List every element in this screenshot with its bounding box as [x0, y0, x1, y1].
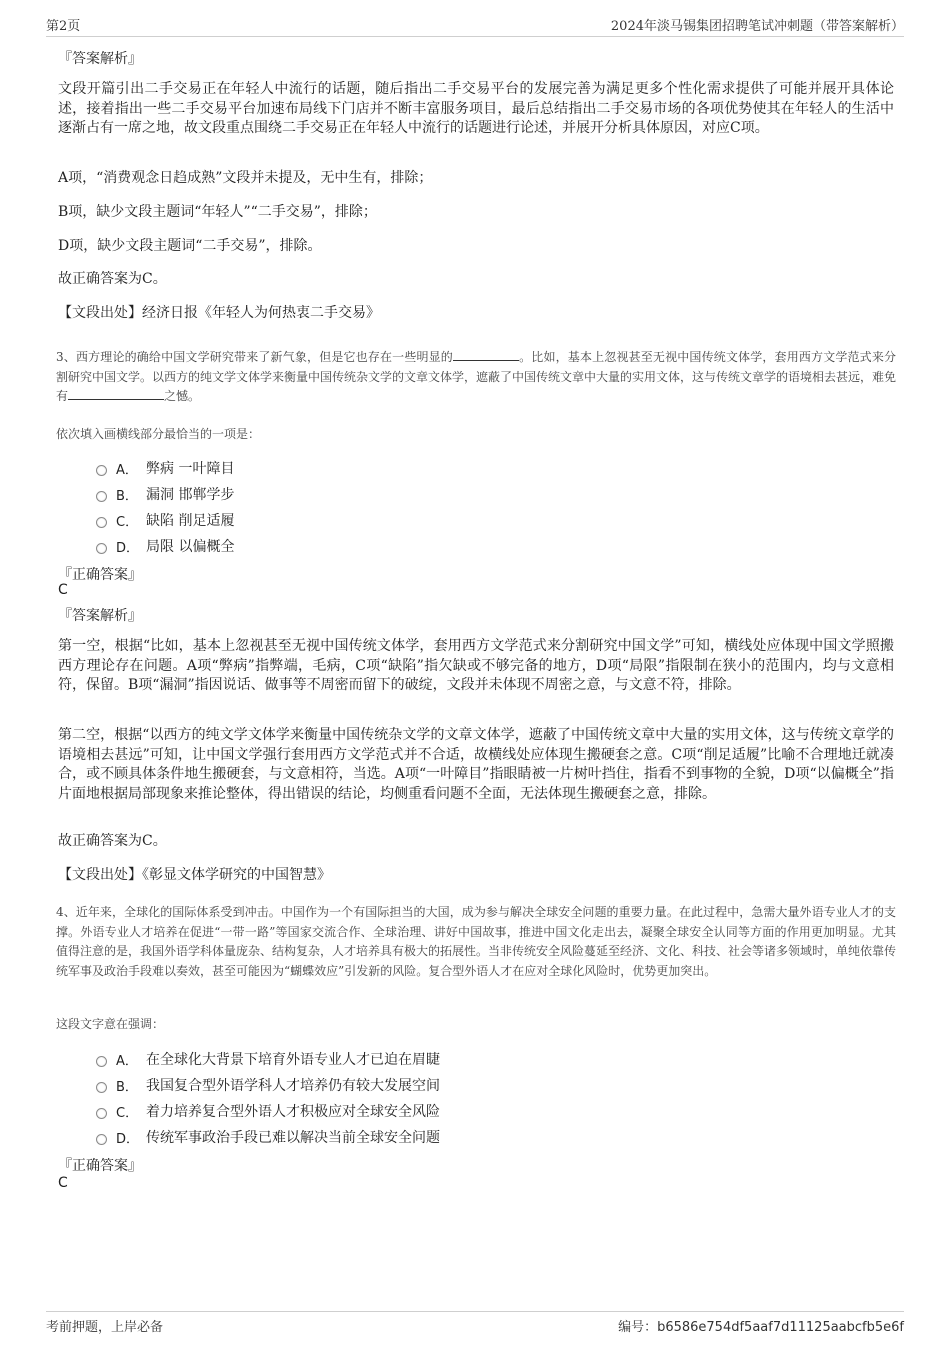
fill-blank-2 [68, 387, 164, 400]
radio-icon[interactable] [96, 491, 107, 502]
analysis-option-b: B项，缺少文段主题词“年轻人”“二手交易”，排除； [58, 204, 377, 220]
q3-conclusion: 故正确答案为C。 [58, 833, 167, 849]
analysis-option-a: A项，“消费观念日趋成熟”文段并未提及，无中生有，排除； [58, 170, 433, 186]
q3-analysis-paragraph-1: 第一空，根据“比如，基本上忽视甚至无视中国传统文体学，套用西方文学范式来分割研究中国文学”可知，横线处应体现中国文学照搬西方理论存在问题。A项“弊病”指弊端，毛病，C项“缺陷”指欠缺或不够完备的地方，D项“局限”指限制在狭小的范围内，均与文意相符，保留。B项“漏洞”指因说话、做事等不周密而留下的破绽，文段并未体现不周密之意，与文意不符，排除。 [58, 638, 894, 693]
question-3-prompt: 依次填入画横线部分最恰当的一项是： [56, 427, 261, 441]
q4-correct-answer: C [58, 1175, 68, 1191]
fill-blank-1 [453, 348, 519, 361]
page-footer [46, 1311, 904, 1336]
q3-analysis-label: 『答案解析』 [58, 608, 142, 624]
page-header [46, 14, 904, 37]
analysis-option-d: D项，缺少文段主题词“二手交易”，排除。 [58, 238, 322, 254]
q3-correct-label: 『正确答案』 [58, 567, 142, 583]
radio-icon[interactable] [96, 465, 107, 476]
q3-source: 【文段出处】《彰显文体学研究的中国智慧》 [58, 867, 331, 883]
radio-icon[interactable] [96, 1056, 107, 1067]
document-code: 编号：b6586e754df5aaf7d11125aabcfb5e6f [618, 1319, 904, 1335]
analysis-source: 【文段出处】经济日报《年轻人为何热衷二手交易》 [58, 305, 380, 321]
q4-option-b[interactable]: B． 我国复合型外语学科人才培养仍有较大发展空间 [96, 1075, 440, 1095]
radio-icon[interactable] [96, 543, 107, 554]
question-4-prompt: 这段文字意在强调： [56, 1017, 165, 1031]
footer-slogan: 考前押题，上岸必备 [46, 1319, 164, 1335]
analysis-label: 『答案解析』 [58, 51, 142, 67]
q3-option-b[interactable]: B． 漏洞 邯郸学步 [96, 484, 234, 504]
q3-option-a[interactable]: A． 弊病 一叶障目 [96, 458, 234, 478]
q3-correct-answer: C [58, 582, 68, 598]
q3-option-d[interactable]: D． 局限 以偏概全 [96, 536, 234, 556]
radio-icon[interactable] [96, 517, 107, 528]
page-number: 第2页 [46, 19, 81, 34]
radio-icon[interactable] [96, 1082, 107, 1093]
analysis-paragraph: 文段开篇引出二手交易正在年轻人中流行的话题，随后指出二手交易平台的发展完善为满足更多个性化需求提供了可能并展开具体论述，接着指出一些二手交易平台加速布局线下门店并不断丰富服务项目，最后总结指出二手交易市场的各项优势使其在年轻人的生活中逐渐占有一席之地，故文段重点围绕二手交易正在年轻人中流行的话题进行论述，并展开分析具体原因，对应C项。 [58, 81, 894, 136]
q3-analysis-paragraph-2: 第二空，根据“以西方的纯文学文体学来衡量中国传统杂文学的文章文体学，遮蔽了中国传统文章中大量的实用文体，这与传统文章学的语境相去甚远”可知，让中国文学强行套用西方文学范式并不合适，故横线处应体现生搬硬套之意。C项“削足适履”比喻不合理地迁就凑合，或不顾具体条件地生搬硬套，与文意相符，当选。A项“一叶障目”指眼睛被一片树叶挡住，指看不到事物的全貌，D项“以偏概全”指片面地根据局部现象来推论整体，得出错误的结论，均侧重看问题不全面，无法体现生搬硬套之意，排除。 [58, 727, 894, 802]
question-4-text: 4、近年来，全球化的国际体系受到冲击。中国作为一个有国际担当的大国，成为参与解决全球安全问题的重要力量。在此过程中，急需大量外语专业人才的支撑。外语专业人才培养在促进“一带一路”等国家交流合作、全球治理、讲好中国故事，推进中国文化走出去，凝聚全球安全认同等方面的作用更加明显。尤其值得注意的是，我国外语学科体量庞杂、结构复杂，人才培养具有极大的拓展性。当非传统安全风险蔓延至经济、文化、科技、社会等诸多领域时，单纯依靠传统军事及政治手段难以奏效，甚至可能因为“蝴蝶效应”引发新的风险。复合型外语人才在应对全球化风险时，优势更加突出。 [56, 905, 897, 978]
q3-option-c[interactable]: C． 缺陷 削足适履 [96, 510, 234, 530]
q4-option-c[interactable]: C． 着力培养复合型外语人才积极应对全球安全风险 [96, 1101, 440, 1121]
q4-correct-label: 『正确答案』 [58, 1158, 142, 1174]
radio-icon[interactable] [96, 1134, 107, 1145]
radio-icon[interactable] [96, 1108, 107, 1119]
analysis-conclusion: 故正确答案为C。 [58, 271, 167, 287]
question-3-text: 3、西方理论的确给中国文学研究带来了新气象，但是它也存在一些明显的 。比如，基本上忽视甚至无视中国传统文体学，套用西方文学范式来分割研究中国文学。以西方的纯文学文体学来衡量中国传统杂文学的文章文体学，遮蔽了中国传统文章中大量的实用文体，这与传统文章学的语境相去甚远，难免有 之憾。 [56, 350, 897, 403]
q4-option-d[interactable]: D． 传统军事政治手段已难以解决当前全球安全问题 [96, 1127, 440, 1147]
q4-option-a[interactable]: A． 在全球化大背景下培育外语专业人才已迫在眉睫 [96, 1049, 440, 1069]
document-title: 2024年淡马锡集团招聘笔试冲刺题（带答案解析） [610, 19, 904, 34]
